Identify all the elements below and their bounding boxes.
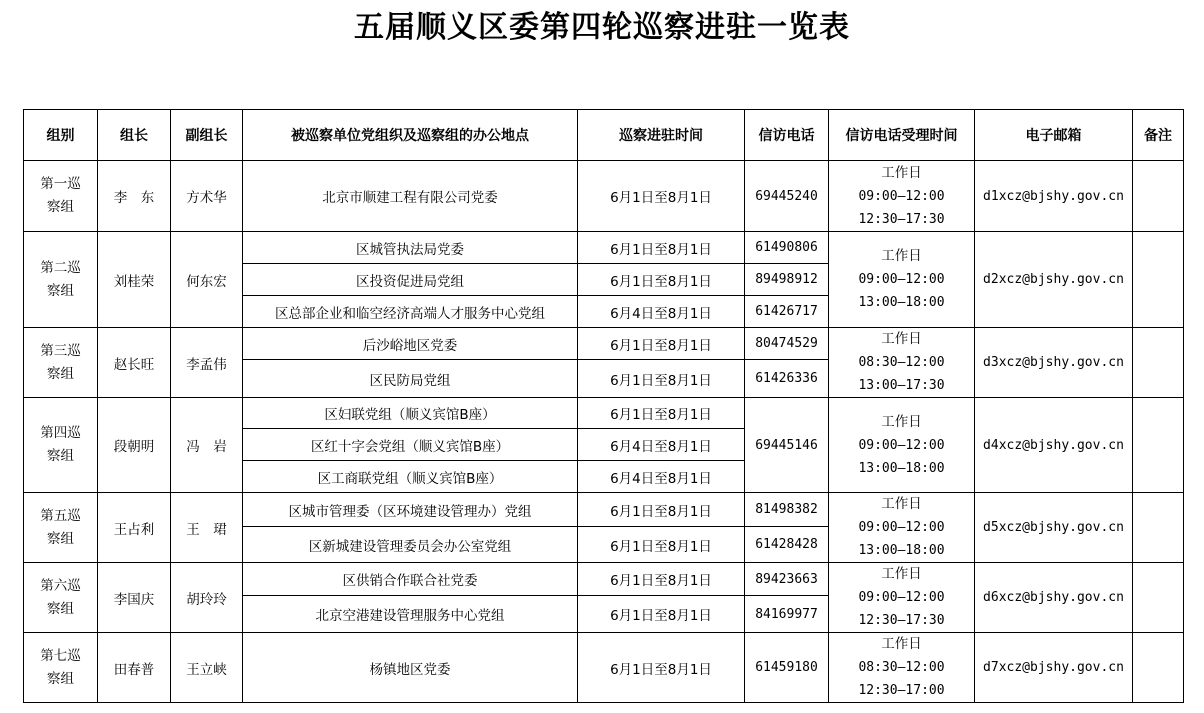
hours-day: 工作日 xyxy=(881,566,922,582)
table-row xyxy=(24,563,1184,596)
group-name: 第三巡察组 xyxy=(40,342,81,382)
phone-cell: 61459180 xyxy=(745,633,829,703)
phone-cell: 61426336 xyxy=(745,360,829,398)
deputy-cell: 王立峡 xyxy=(171,633,243,703)
header-leader: 组长 xyxy=(98,110,171,161)
group-name: 第五巡察组 xyxy=(40,507,81,547)
phone-cell: 81498382 xyxy=(745,493,829,527)
unit-cell: 区工商联党组（顺义宾馆B座） xyxy=(243,461,578,493)
group-name-cell xyxy=(24,328,98,398)
page-title: 五届顺义区委第四轮巡察进驻一览表 xyxy=(354,10,850,45)
header-row xyxy=(24,110,1184,161)
table-row xyxy=(24,232,1184,264)
phone-cell: 89498912 xyxy=(745,264,829,296)
hours-cell xyxy=(829,633,975,703)
leader-cell: 李 东 xyxy=(98,161,171,232)
phone-cell: 61428428 xyxy=(745,527,829,563)
unit-cell: 后沙峪地区党委 xyxy=(243,328,578,360)
group-name: 第二巡察组 xyxy=(40,259,81,299)
hours-day: 工作日 xyxy=(881,496,922,512)
email-cell: d7xcz@bjshy.gov.cn xyxy=(975,633,1133,703)
phone-cell: 84169977 xyxy=(745,596,829,633)
phone-cell: 89423663 xyxy=(745,563,829,596)
unit-cell: 区城管执法局党委 xyxy=(243,232,578,264)
email-cell: d2xcz@bjshy.gov.cn xyxy=(975,232,1133,328)
unit-cell: 区民防局党组 xyxy=(243,360,578,398)
hours-am: 08:30—12:00 xyxy=(858,660,945,675)
period-cell: 6月1日至8月1日 xyxy=(578,527,745,563)
hours-pm: 13:00—18:00 xyxy=(858,460,945,476)
header-deputy: 副组长 xyxy=(171,110,243,161)
group-name: 第一巡察组 xyxy=(40,176,81,215)
phone-cell: 61490806 xyxy=(745,232,829,264)
table-row xyxy=(24,161,1184,232)
hours-pm: 13:00—17:30 xyxy=(858,378,945,393)
hours-cell xyxy=(829,232,975,328)
group-name: 第六巡察组 xyxy=(40,577,81,617)
hours-cell xyxy=(829,328,975,398)
hours-cell xyxy=(829,398,975,493)
remark-cell xyxy=(1133,633,1184,703)
hours-day: 工作日 xyxy=(881,413,922,430)
phone-cell: 61426717 xyxy=(745,296,829,328)
header-remark: 备注 xyxy=(1133,110,1184,161)
table-row xyxy=(24,398,1184,429)
period-cell: 6月1日至8月1日 xyxy=(578,161,745,232)
period-cell: 6月1日至8月1日 xyxy=(578,596,745,633)
period-cell: 6月1日至8月1日 xyxy=(578,493,745,527)
email-cell: d1xcz@bjshy.gov.cn xyxy=(975,161,1133,232)
phone-cell: 80474529 xyxy=(745,328,829,360)
unit-cell: 区总部企业和临空经济高端人才服务中心党组 xyxy=(243,296,578,328)
group-name: 第四巡察组 xyxy=(40,425,81,464)
hours-am: 09:00—12:00 xyxy=(858,590,945,605)
unit-cell: 北京空港建设管理服务中心党组 xyxy=(243,596,578,633)
header-email: 电子邮箱 xyxy=(975,110,1133,161)
hours-am: 09:00—12:00 xyxy=(858,272,945,287)
period-cell: 6月1日至8月1日 xyxy=(578,563,745,596)
unit-cell: 北京市顺建工程有限公司党委 xyxy=(243,161,578,232)
table-row xyxy=(24,328,1184,360)
phone-cell: 69445146 xyxy=(745,398,829,493)
table-row xyxy=(24,493,1184,527)
remark-cell xyxy=(1133,398,1184,493)
group-name-cell xyxy=(24,493,98,563)
table-body xyxy=(24,161,1184,703)
leader-cell: 王占利 xyxy=(98,493,171,563)
deputy-cell: 冯 岩 xyxy=(171,398,243,493)
header-period: 巡察进驻时间 xyxy=(578,110,745,161)
hours-day: 工作日 xyxy=(881,331,922,347)
hours-am: 08:30—12:00 xyxy=(858,355,945,370)
email-cell: d4xcz@bjshy.gov.cn xyxy=(975,398,1133,493)
remark-cell xyxy=(1133,328,1184,398)
header-phone: 信访电话 xyxy=(745,110,829,161)
hours-am: 09:00—12:00 xyxy=(858,520,945,535)
unit-cell: 区供销合作联合社党委 xyxy=(243,563,578,596)
leader-cell: 赵长旺 xyxy=(98,328,171,398)
header-group: 组别 xyxy=(24,110,98,161)
hours-pm: 12:30—17:30 xyxy=(858,211,945,227)
group-name-cell xyxy=(24,398,98,493)
group-name-cell xyxy=(24,161,98,232)
deputy-cell: 方术华 xyxy=(171,161,243,232)
period-cell: 6月1日至8月1日 xyxy=(578,360,745,398)
unit-cell: 区新城建设管理委员会办公室党组 xyxy=(243,527,578,563)
leader-cell: 田春普 xyxy=(98,633,171,703)
hours-cell xyxy=(829,161,975,232)
unit-cell: 区投资促进局党组 xyxy=(243,264,578,296)
hours-am: 09:00—12:00 xyxy=(858,437,945,453)
leader-cell: 段朝明 xyxy=(98,398,171,493)
email-cell: d6xcz@bjshy.gov.cn xyxy=(975,563,1133,633)
unit-cell: 区红十字会党组（顺义宾馆B座） xyxy=(243,429,578,461)
period-cell: 6月1日至8月1日 xyxy=(578,633,745,703)
remark-cell xyxy=(1133,232,1184,328)
period-cell: 6月4日至8月1日 xyxy=(578,461,745,493)
hours-day: 工作日 xyxy=(881,636,922,652)
period-cell: 6月1日至8月1日 xyxy=(578,232,745,264)
header-unit: 被巡察单位党组织及巡察组的办公地点 xyxy=(243,110,578,161)
group-name-cell xyxy=(24,232,98,328)
remark-cell xyxy=(1133,493,1184,563)
hours-day: 工作日 xyxy=(881,248,922,264)
deputy-cell: 胡玲玲 xyxy=(171,563,243,633)
email-cell: d5xcz@bjshy.gov.cn xyxy=(975,493,1133,563)
remark-cell xyxy=(1133,563,1184,633)
deputy-cell: 何东宏 xyxy=(171,232,243,328)
period-cell: 6月1日至8月1日 xyxy=(578,328,745,360)
remark-cell xyxy=(1133,161,1184,232)
leader-cell: 刘桂荣 xyxy=(98,232,171,328)
period-cell: 6月4日至8月1日 xyxy=(578,296,745,328)
period-cell: 6月1日至8月1日 xyxy=(578,264,745,296)
leader-cell: 李国庆 xyxy=(98,563,171,633)
period-cell: 6月4日至8月1日 xyxy=(578,429,745,461)
hours-pm: 13:00—18:00 xyxy=(858,543,945,558)
hours-cell xyxy=(829,493,975,563)
unit-cell: 区妇联党组（顺义宾馆B座） xyxy=(243,398,578,429)
header-hours: 信访电话受理时间 xyxy=(829,110,975,161)
hours-pm: 13:00—18:00 xyxy=(858,295,945,310)
deputy-cell: 王 珺 xyxy=(171,493,243,563)
hours-cell xyxy=(829,563,975,633)
hours-am: 09:00—12:00 xyxy=(858,188,945,204)
deputy-cell: 李孟伟 xyxy=(171,328,243,398)
inspection-table xyxy=(23,109,1184,703)
table-row xyxy=(24,633,1184,703)
unit-cell: 杨镇地区党委 xyxy=(243,633,578,703)
group-name: 第七巡察组 xyxy=(40,647,81,687)
phone-cell: 69445240 xyxy=(745,161,829,232)
email-cell: d3xcz@bjshy.gov.cn xyxy=(975,328,1133,398)
period-cell: 6月1日至8月1日 xyxy=(578,398,745,429)
hours-pm: 12:30—17:00 xyxy=(858,683,945,698)
group-name-cell xyxy=(24,563,98,633)
unit-cell: 区城市管理委（区环境建设管理办）党组 xyxy=(243,493,578,527)
group-name-cell xyxy=(24,633,98,703)
hours-day: 工作日 xyxy=(881,164,922,181)
hours-pm: 12:30—17:30 xyxy=(858,613,945,628)
